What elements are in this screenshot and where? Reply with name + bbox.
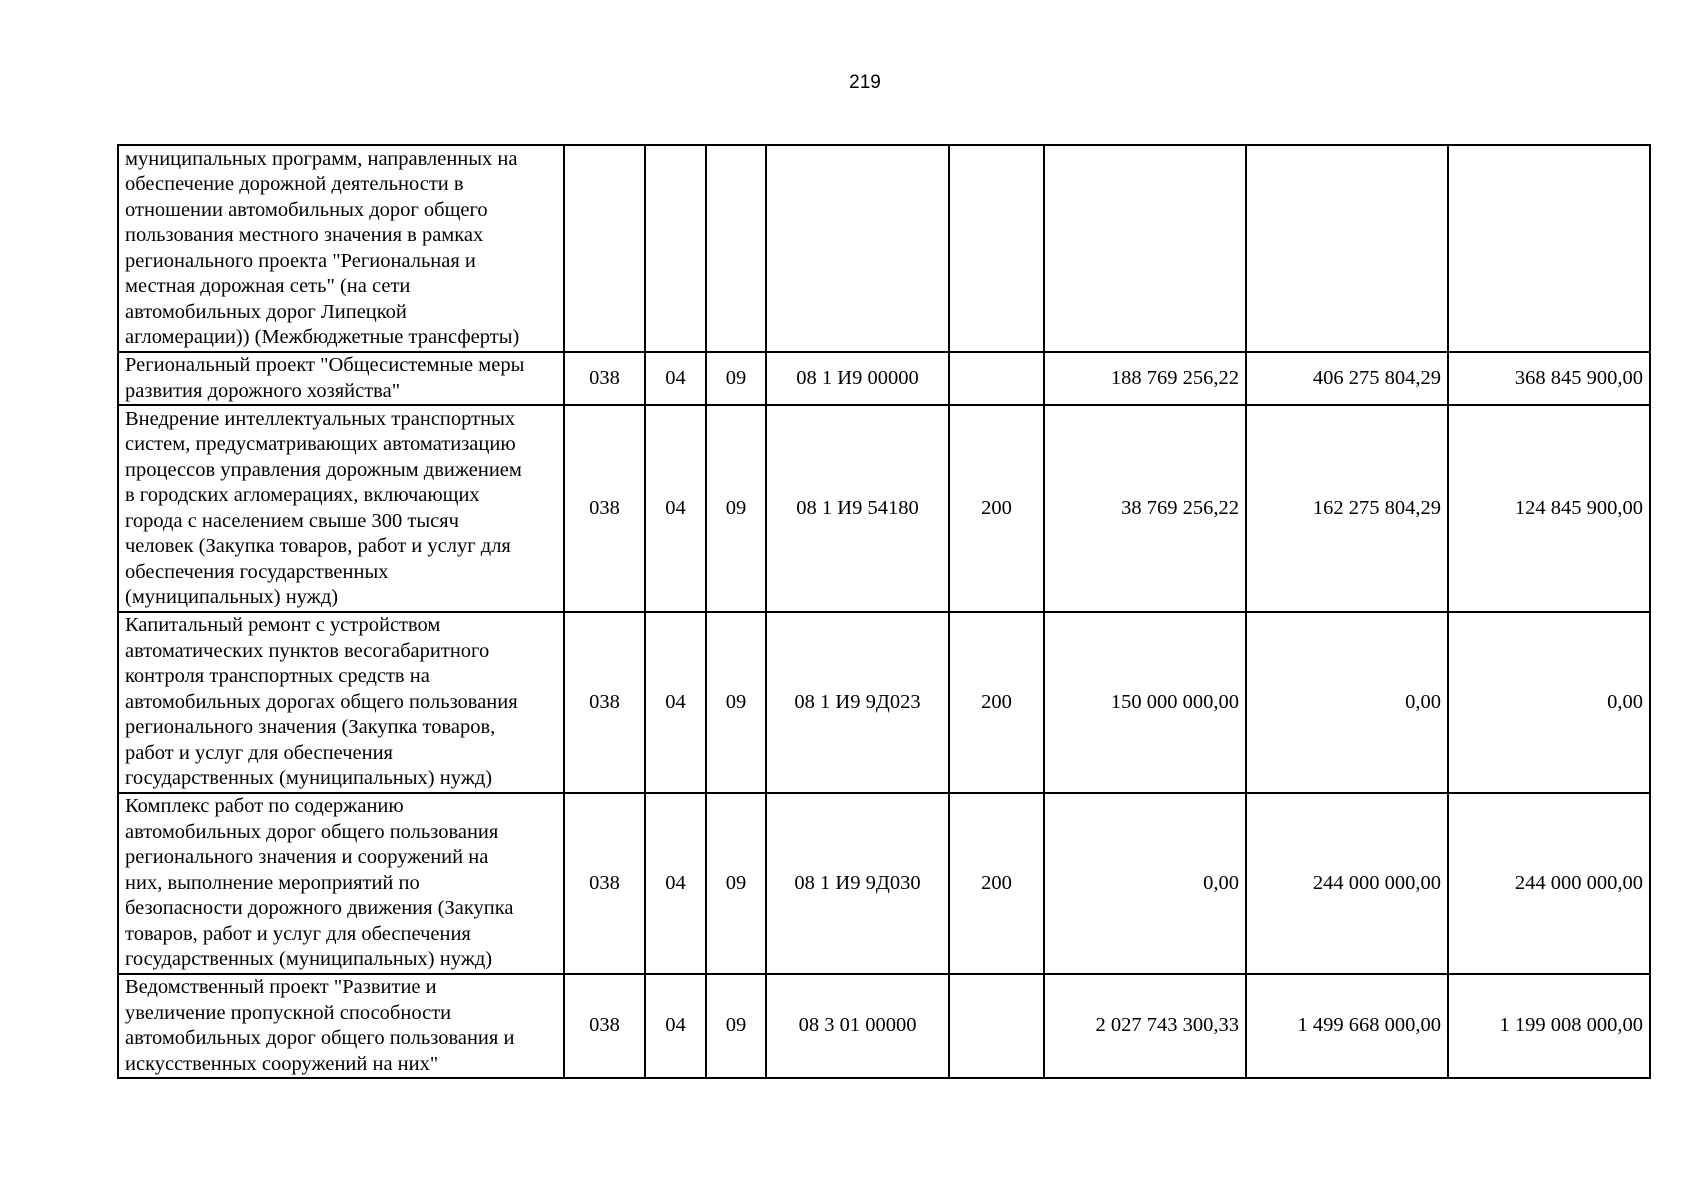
kbk-glava-cell: 038 bbox=[564, 352, 645, 405]
kbk-razdel-cell: 04 bbox=[645, 352, 706, 405]
kbk-podrazdel-cell: 09 bbox=[706, 612, 766, 793]
expense-name-line: безопасности дорожного движения (Закупка bbox=[125, 897, 514, 920]
kbk-glava-cell: 038 bbox=[564, 793, 645, 974]
kbk-glava-cell: 038 bbox=[564, 612, 645, 793]
kbk-podrazdel-cell bbox=[706, 145, 766, 352]
expense-name-cell bbox=[118, 793, 564, 974]
expense-name-line: обеспечение дорожной деятельности в bbox=[125, 173, 464, 195]
expense-type-cell bbox=[949, 974, 1044, 1078]
target-article-cell: 08 1 И9 54180 bbox=[766, 405, 949, 612]
expense-name-line: систем, предусматривающих автоматизацию bbox=[125, 433, 516, 455]
kbk-razdel-cell: 04 bbox=[645, 793, 706, 974]
amount-year2-cell: 0,00 bbox=[1246, 612, 1448, 793]
expense-name-line: агломерации)) (Межбюджетные трансферты) bbox=[125, 326, 520, 348]
target-article-cell: 08 3 01 00000 bbox=[766, 974, 949, 1078]
amount-year3-cell bbox=[1448, 145, 1650, 352]
amount-year3-cell: 244 000 000,00 bbox=[1448, 793, 1650, 974]
table-row bbox=[118, 974, 1650, 1078]
kbk-glava-cell: 038 bbox=[564, 974, 645, 1078]
expense-name-line: Внедрение интеллектуальных транспортных bbox=[125, 407, 516, 430]
expense-name-cell bbox=[118, 974, 564, 1078]
expense-type-cell: 200 bbox=[949, 405, 1044, 612]
expense-name-line: муниципальных программ, направленных на bbox=[125, 147, 518, 170]
amount-year2-cell bbox=[1246, 145, 1448, 352]
expense-name-line: пользования местного значения в рамках bbox=[125, 224, 484, 246]
expense-type-cell: 200 bbox=[949, 793, 1044, 974]
amount-year3-cell: 1 199 008 000,00 bbox=[1448, 974, 1650, 1078]
expense-name-line: автомобильных дорогах общего пользования bbox=[125, 690, 518, 713]
expense-name-line: искусственных сооружений на них" bbox=[125, 1052, 439, 1075]
target-article-cell bbox=[766, 145, 949, 352]
kbk-podrazdel-cell: 09 bbox=[706, 405, 766, 612]
expense-name-line: Капитальный ремонт с устройством bbox=[125, 614, 441, 637]
expense-name-line: автомобильных дорог общего пользования bbox=[125, 820, 499, 843]
amount-year2-cell: 162 275 804,29 bbox=[1246, 405, 1448, 612]
amount-year1-cell: 2 027 743 300,33 bbox=[1044, 974, 1246, 1078]
page-number: 219 bbox=[849, 72, 881, 93]
expense-name-line: Региональный проект "Общесистемные меры bbox=[125, 354, 525, 376]
amount-year1-cell: 188 769 256,22 bbox=[1044, 352, 1246, 405]
expense-name-line: регионального проекта "Региональная и bbox=[125, 249, 476, 272]
amount-year3-cell: 124 845 900,00 bbox=[1448, 405, 1650, 612]
expense-name-line: них, выполнение мероприятий по bbox=[125, 871, 420, 894]
amount-year3-cell: 368 845 900,00 bbox=[1448, 352, 1650, 405]
expense-name-line: человек (Закупка товаров, работ и услуг для bbox=[125, 535, 511, 557]
kbk-razdel-cell bbox=[645, 145, 706, 352]
expense-name-line: процессов управления дорожным движением bbox=[125, 458, 522, 481]
kbk-razdel-cell: 04 bbox=[645, 612, 706, 793]
amount-year2-cell: 1 499 668 000,00 bbox=[1246, 974, 1448, 1078]
expense-name-line: обеспечения государственных bbox=[125, 560, 389, 583]
amount-year3-cell: 0,00 bbox=[1448, 612, 1650, 793]
expense-name-line: города с населением свыше 300 тысяч bbox=[125, 509, 459, 532]
expense-name-line: контроля транспортных средств на bbox=[125, 665, 430, 688]
expense-name-line: товаров, работ и услуг для обеспечения bbox=[125, 922, 471, 945]
expense-type-cell bbox=[949, 352, 1044, 405]
kbk-razdel-cell: 04 bbox=[645, 974, 706, 1078]
table-row bbox=[118, 793, 1650, 974]
expense-name-line: местная дорожная сеть" (на сети bbox=[125, 275, 411, 297]
kbk-podrazdel-cell: 09 bbox=[706, 793, 766, 974]
expense-name-line: Ведомственный проект "Развитие и bbox=[125, 976, 437, 998]
table-row bbox=[118, 352, 1650, 405]
expense-name-line: регионального значения (Закупка товаров, bbox=[125, 716, 496, 739]
kbk-podrazdel-cell: 09 bbox=[706, 352, 766, 405]
expense-name-line: развития дорожного хозяйства" bbox=[125, 379, 401, 402]
budget-table bbox=[117, 144, 1651, 1079]
kbk-glava-cell bbox=[564, 145, 645, 352]
expense-name-cell bbox=[118, 612, 564, 793]
table-row bbox=[118, 405, 1650, 612]
target-article-cell: 08 1 И9 9Д023 bbox=[766, 612, 949, 793]
expense-type-cell bbox=[949, 145, 1044, 352]
expense-name-line: увеличение пропускной способности bbox=[125, 1001, 452, 1024]
expense-name-cell bbox=[118, 145, 564, 352]
expense-name-line: регионального значения и сооружений на bbox=[125, 846, 489, 869]
expense-name-cell bbox=[118, 352, 564, 405]
target-article-cell: 08 1 И9 00000 bbox=[766, 352, 949, 405]
expense-name-line: государственных (муниципальных) нужд) bbox=[125, 767, 493, 790]
expense-name-line: государственных (муниципальных) нужд) bbox=[125, 948, 493, 971]
table-row bbox=[118, 612, 1650, 793]
expense-name-line: (муниципальных) нужд) bbox=[125, 586, 339, 608]
amount-year1-cell: 38 769 256,22 bbox=[1044, 405, 1246, 612]
expense-name-line: Комплекс работ по содержанию bbox=[125, 795, 404, 818]
table-row bbox=[118, 145, 1650, 352]
kbk-glava-cell: 038 bbox=[564, 405, 645, 612]
expense-name-line: отношении автомобильных дорог общего bbox=[125, 198, 488, 221]
kbk-podrazdel-cell: 09 bbox=[706, 974, 766, 1078]
expense-name-line: автоматических пунктов весогабаритного bbox=[125, 639, 490, 662]
expense-name-line: автомобильных дорог Липецкой bbox=[125, 300, 407, 323]
amount-year1-cell: 150 000 000,00 bbox=[1044, 612, 1246, 793]
expense-name-line: автомобильных дорог общего пользования и bbox=[125, 1027, 515, 1049]
expense-name-cell bbox=[118, 405, 564, 612]
expense-type-cell: 200 bbox=[949, 612, 1044, 793]
amount-year1-cell: 0,00 bbox=[1044, 793, 1246, 974]
amount-year2-cell: 244 000 000,00 bbox=[1246, 793, 1448, 974]
amount-year2-cell: 406 275 804,29 bbox=[1246, 352, 1448, 405]
kbk-razdel-cell: 04 bbox=[645, 405, 706, 612]
amount-year1-cell bbox=[1044, 145, 1246, 352]
expense-name-line: в городских агломерациях, включающих bbox=[125, 484, 480, 506]
target-article-cell: 08 1 И9 9Д030 bbox=[766, 793, 949, 974]
expense-name-line: работ и услуг для обеспечения bbox=[125, 741, 393, 764]
